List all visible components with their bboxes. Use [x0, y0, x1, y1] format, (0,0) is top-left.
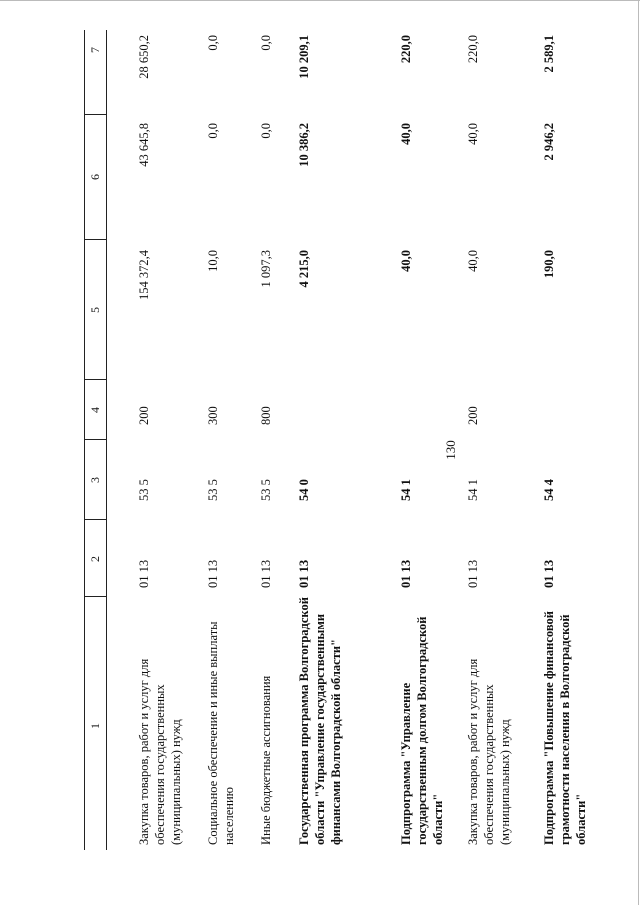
cell-section: 01 13 — [466, 559, 480, 588]
cell-target-article: 54 4 — [542, 479, 556, 501]
scan-edge-top — [0, 0, 640, 1]
column-header-7: 7 — [88, 47, 102, 53]
column-divider — [84, 114, 106, 115]
cell-section: 01 13 — [399, 559, 413, 588]
cell-section: 01 13 — [206, 559, 220, 588]
cell-description: Государственная программа Волгоградской области "Управление государственными финансами Волгоградской области" — [297, 597, 343, 845]
cell-amount-col5: 154 372,4 — [137, 250, 151, 300]
cell-target-article: 54 1 — [466, 479, 480, 501]
column-header-4: 4 — [88, 407, 102, 413]
cell-target-article: 53 5 — [137, 479, 151, 501]
cell-amount-col7: 2 589,1 — [542, 35, 556, 73]
column-header-1: 1 — [88, 723, 102, 729]
cell-amount-col7: 0,0 — [206, 35, 220, 51]
column-header-5: 5 — [88, 307, 102, 313]
cell-amount-col6: 0,0 — [206, 123, 220, 139]
cell-amount-col6: 0,0 — [259, 123, 273, 139]
cell-target-article: 54 1 — [399, 479, 413, 501]
column-header-6: 6 — [88, 174, 102, 180]
cell-amount-col5: 10,0 — [206, 250, 220, 272]
column-divider — [84, 239, 106, 240]
cell-amount-col5: 40,0 — [399, 250, 413, 272]
cell-amount-col6: 2 946,2 — [542, 123, 556, 161]
cell-expense-type: 300 — [206, 406, 220, 425]
cell-description: Социальное обеспечение и иные выплаты населению — [206, 621, 236, 845]
cell-target-article: 53 5 — [206, 479, 220, 501]
cell-amount-col7: 28 650,2 — [137, 35, 151, 79]
page-number: 130 — [443, 440, 458, 460]
header-top-rule — [84, 30, 85, 850]
cell-section: 01 13 — [137, 559, 151, 588]
cell-amount-col6: 43 645,8 — [137, 123, 151, 167]
cell-amount-col7: 220,0 — [399, 35, 413, 64]
cell-amount-col6: 10 386,2 — [297, 123, 311, 167]
cell-description: Закупка товаров, работ и услуг для обеспечения государственных (муниципальных) нужд — [466, 658, 512, 845]
cell-target-article: 53 5 — [259, 479, 273, 501]
cell-description: Подпрограмма "Повышение финансовой грамотности населения в Волгоградской области" — [542, 611, 588, 845]
cell-amount-col7: 220,0 — [466, 35, 480, 64]
cell-target-article: 54 0 — [297, 479, 311, 501]
column-header-2: 2 — [88, 556, 102, 562]
column-divider — [84, 519, 106, 520]
cell-amount-col6: 40,0 — [466, 123, 480, 145]
cell-description: Закупка товаров, работ и услуг для обеспечения государственных (муниципальных) нужд — [137, 658, 183, 845]
cell-description: Подпрограмма "Управление государственным долгом Волгоградской области" — [399, 616, 445, 845]
header-bottom-rule — [106, 30, 107, 850]
cell-expense-type: 200 — [466, 406, 480, 425]
cell-section: 01 13 — [259, 559, 273, 588]
cell-amount-col5: 4 215,0 — [297, 250, 311, 288]
cell-amount-col5: 190,0 — [542, 250, 556, 279]
cell-section: 01 13 — [297, 559, 311, 588]
column-divider — [84, 379, 106, 380]
cell-amount-col6: 40,0 — [399, 123, 413, 145]
column-divider — [84, 439, 106, 440]
scan-edge-right — [638, 0, 639, 905]
cell-amount-col5: 40,0 — [466, 250, 480, 272]
column-divider — [84, 596, 106, 597]
cell-section: 01 13 — [542, 559, 556, 588]
column-header-3: 3 — [88, 477, 102, 483]
cell-amount-col7: 0,0 — [259, 35, 273, 51]
cell-expense-type: 200 — [137, 406, 151, 425]
cell-amount-col5: 1 097,3 — [259, 250, 273, 288]
cell-amount-col7: 10 209,1 — [297, 35, 311, 79]
cell-expense-type: 800 — [259, 406, 273, 425]
cell-description: Иные бюджетные ассигнования — [259, 675, 273, 845]
